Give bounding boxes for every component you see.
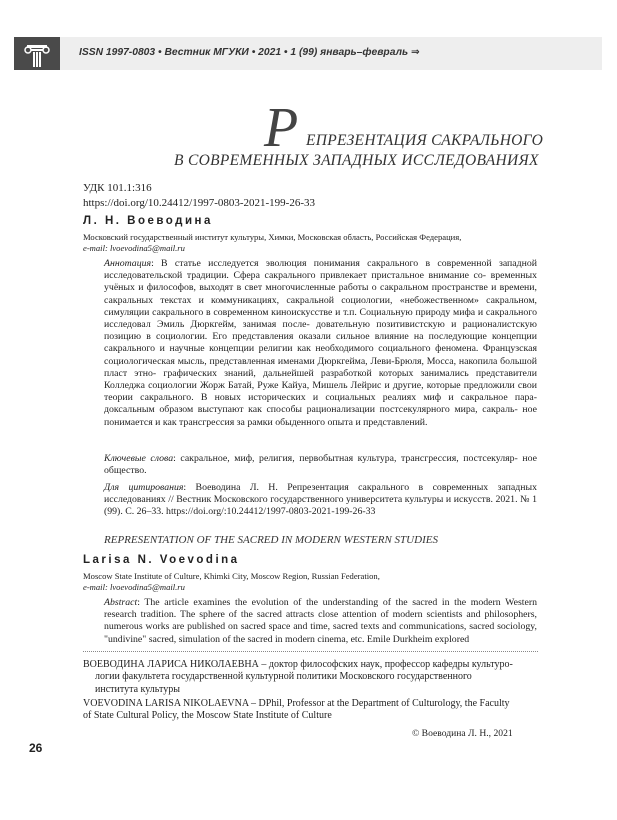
abstract-ru-line: представленная именами Дюркгейма, Леви-Брюля, Мосса, накопила большой пласт этно-	[104, 355, 537, 379]
abstract-ru-line: исследовательской традиции. Сфера сакрального привлекает пристальное внимание со-	[104, 270, 487, 282]
title-drop-cap: Р	[264, 97, 299, 159]
abstract-ru-line: временных учёных и философов, выходят в свет многочисленные работы о сакральном	[104, 270, 537, 294]
abstract-en-label: Abstract	[104, 597, 138, 608]
article-title-en: REPRESENTATION OF THE SACRED IN MODERN WESTERN STUDIES	[104, 534, 438, 546]
keywords-ru-label: Ключевые слова	[104, 453, 174, 464]
abstract-ru-line: теории сакрального. В новых исторических и социальных реалиях миф и сакральное пара-	[104, 392, 537, 404]
author-bio-en	[83, 698, 537, 723]
abstract-en-line: sociology, "undivine" sacred, simulation of the sacred in modern cinema, etc. Emile Durkheim explored	[104, 621, 537, 645]
journal-issue-line: ISSN 1997-0803 • Вестник МГУКИ • 2021 • 1 (99) январь–февраль ⇒	[79, 47, 420, 58]
author-affiliation-en: Moscow State Institute of Culture, Khimki City, Moscow Region, Russian Federation,	[83, 571, 380, 581]
citation-ru-line: : Воеводина Л. Н. Репрезентация сакрального в современных западных	[183, 482, 537, 493]
footnote-divider	[83, 651, 538, 652]
abstract-ru-line: доксальным образом выступают как способы рационализации постсекулярного мира, сакраль-	[104, 404, 518, 416]
keywords-ru-line: : сакральное, миф, религия, первобытная культура, трансгрессия, постсекуляр-	[173, 453, 518, 464]
abstract-ru-line: «небожественном» сакральном, симуляции сакрального в современном киноискусстве и т.п.	[104, 294, 537, 318]
bio-ru-line: института культуры	[95, 683, 180, 695]
citation-ru-line: исследованиях // Вестник Московского государственного университета культуры и искусств.	[104, 494, 493, 506]
abstract-en-line: : The article examines the evolution of the understanding of the sacred in the modern Western	[137, 597, 537, 608]
abstract-ru-line: графических знаний, дальнейшей разработкой которых занимались представители Колледжа	[104, 367, 538, 392]
abstract-ru-line: оказали сильное влияние на последующие концепции сакрального и научные концепции	[104, 331, 537, 355]
journal-logo	[14, 37, 60, 70]
bio-en-line: VOEVODINA LARISA NIKOLAEVNA – DPhil, Professor at the Department of Culturology, the Faculty	[83, 698, 510, 709]
abstract-ru-line: религии как необходимого социального феномена. Французская социологическая мысль,	[104, 343, 537, 367]
copyright-notice: © Воеводина Л. Н., 2021	[412, 728, 513, 739]
abstract-ru-line: : В статье исследуется эволюция понимания сакрального в современной западной	[151, 258, 537, 269]
bio-en-line: of State Cultural Policy, the Moscow State Institute of Culture	[83, 710, 332, 722]
article-title	[160, 97, 550, 172]
author-email-en[interactable]: e-mail: lvoevodina5@mail.ru	[83, 582, 185, 592]
keywords-ru	[104, 453, 537, 477]
citation-ru-label: Для цитирования	[104, 482, 184, 493]
author-name-en: Larisa N. Voevodina	[83, 554, 240, 566]
abstract-ru-line: ное понимается и как трансгрессия за рамки обыденного опыта и представлений.	[104, 404, 537, 428]
abstract-ru-label: Аннотация	[104, 258, 152, 269]
author-email-ru[interactable]: e-mail: lvoevodina5@mail.ru	[83, 243, 185, 253]
title-line-2: В СОВРЕМЕННЫХ ЗАПАДНЫХ ИССЛЕДОВАНИЯХ	[174, 152, 539, 169]
page-number: 26	[29, 741, 43, 755]
keywords-ru-line: ное общество.	[104, 453, 537, 477]
title-line-1: ЕПРЕЗЕНТАЦИЯ САКРАЛЬНОГО	[306, 132, 544, 149]
citation-ru	[104, 482, 537, 519]
doi-link[interactable]: https://doi.org/10.24412/1997-0803-2021-199-26-33	[83, 197, 316, 209]
author-affiliation-ru: Московский государственный институт культуры, Химки, Московская область, Российская Федерация,	[83, 232, 462, 242]
citation-ru-line: 2021. № 1 (99). С. 26–33. https://doi.org/:10.24412/1997-0803-2021-199-26-33	[104, 494, 537, 518]
bio-ru-line: ВОЕВОДИНА ЛАРИСА НИКОЛАЕВНА – доктор философских наук, профессор кафедры культуро-	[83, 659, 513, 670]
abstract-ru	[104, 258, 537, 429]
abstract-en-line: numerous works are published on sacred space and time, sacred texts and communications, sacred	[104, 621, 495, 633]
author-bio-ru	[83, 659, 537, 696]
abstract-ru-line: довательную позитивистскую и рационалистскую позицию в социологии. Его представления	[104, 319, 537, 343]
abstract-ru-line: пространстве и времени, сакральных текстах и коммуникациях, сакральной социологии,	[104, 282, 537, 306]
abstract-en-line: research tradition. The sphere of the sacred attracts close attention of modern scientists and philosophers,	[104, 609, 537, 621]
author-name-ru: Л. Н. Воеводина	[83, 215, 213, 227]
abstract-ru-line: социологии Жорж Батай, Руже Кайуа, Мишель Лейрис и другие, которые предложили свои	[148, 380, 537, 392]
abstract-ru-line: Социальную природу мифа и сакрального исследовал Эмиль Дюркгейм, занимая после-	[104, 306, 537, 331]
bio-ru-line: логии факультета государственной культурной политики Московского государственного	[95, 671, 472, 683]
udc-code: УДК 101.1:316	[83, 182, 152, 194]
abstract-en	[104, 597, 537, 646]
